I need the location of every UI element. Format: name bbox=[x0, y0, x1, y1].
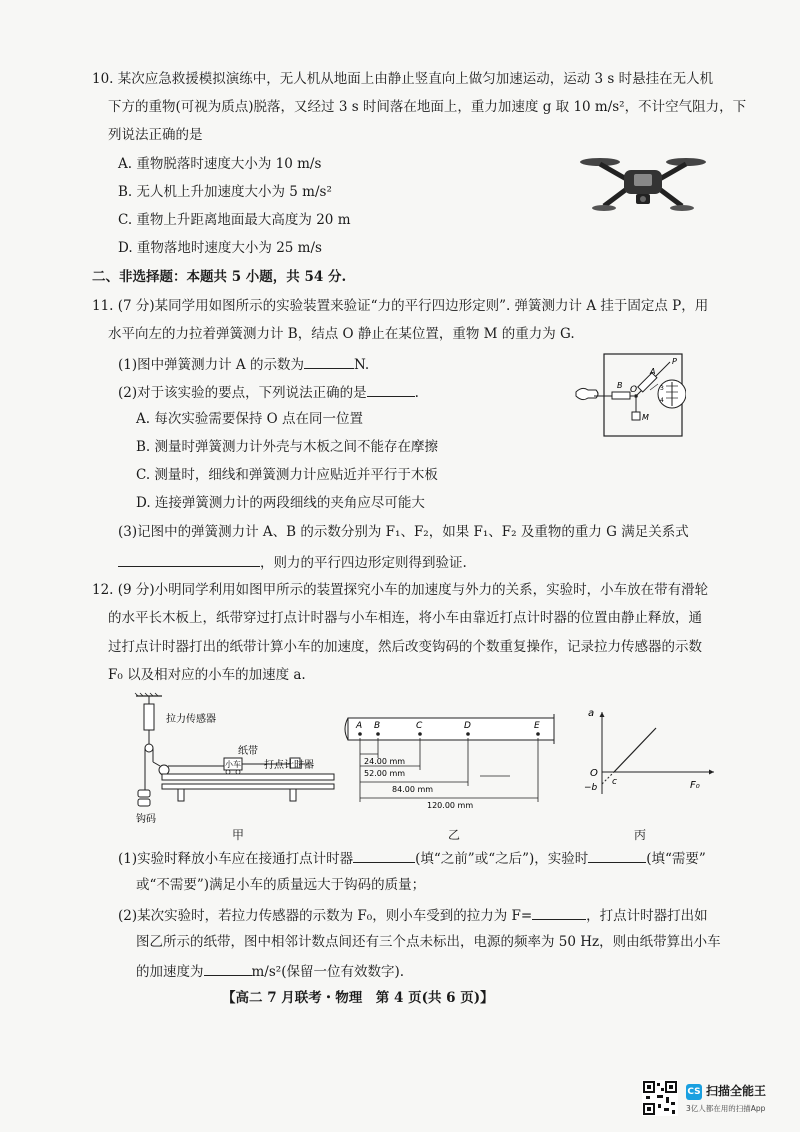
q11-option-d: D. 连接弹簧测力计的两段细线的夹角应尽可能大 bbox=[136, 495, 425, 511]
q11-fig-label-b: B bbox=[617, 381, 623, 390]
q11-part1-unit: N. bbox=[353, 357, 370, 373]
q12-stem-line1: 12. (9 分)小明同学利用如图甲所示的装置探究小车的加速度与外力的关系，实验时，小车放在带有滑轮 bbox=[92, 582, 709, 598]
q11-part2-text: (2)对于该实验的要点，下列说法正确的是 bbox=[118, 385, 367, 401]
drone-image bbox=[578, 148, 708, 216]
q12-part1 bbox=[118, 848, 706, 868]
q11-fig-label-a: A bbox=[650, 367, 656, 376]
q10-stem-line3: 列说法正确的是 bbox=[108, 127, 203, 143]
q12-part1-text: (1)实验时释放小车应在接通打点计时器 bbox=[118, 851, 354, 867]
bing-intercept-c: c bbox=[612, 777, 617, 787]
q12-stem-line3: 过打点计时器打出的纸带计算小车的加速度，然后改变钩码的个数重复操作，记录拉力传感器的示数 bbox=[108, 639, 702, 655]
tape-point-d bbox=[466, 732, 470, 736]
q10-option-b: B. 无人机上升加速度大小为 5 m/s² bbox=[118, 184, 332, 200]
q11-fig-label-m: M bbox=[642, 413, 649, 422]
q12-figure-jia-caption: 甲 bbox=[232, 828, 245, 842]
q10-option-a: A. 重物脱落时速度大小为 10 m/s bbox=[118, 156, 322, 172]
q12-jia-timer-label: 打点计时器 bbox=[264, 760, 314, 771]
q12-part1-end: (填“需要” bbox=[646, 851, 706, 867]
q12-figure-yi bbox=[344, 710, 564, 808]
tape-point-label-d: D bbox=[464, 721, 471, 731]
q10-stem-line2: 下方的重物(可视为质点)脱落，又经过 3 s 时间落在地面上，重力加速度 g 取 10 m/s²，不计空气阻力，下 bbox=[108, 99, 747, 115]
q11-part3-line1: (3)记图中的弹簧测力计 A、B 的示数分别为 F₁、F₂，如果 F₁、F₂ 及重物的重力 G 满足关系式 bbox=[118, 524, 689, 540]
q10-option-d: D. 重物落地时速度大小为 25 m/s bbox=[118, 240, 322, 256]
q12-jia-weights-label: 钩码 bbox=[136, 814, 156, 825]
section-two-heading: 二、非选择题：本题共 5 小题，共 54 分. bbox=[92, 269, 347, 285]
q12-part2-text: (2)某次实验时，若拉力传感器的示数为 F₀，则小车受到的拉力为 F= bbox=[118, 908, 533, 924]
q11-part3-line2 bbox=[118, 552, 467, 572]
tape-point-label-e: E bbox=[534, 721, 540, 731]
q11-part1-text: (1)图中弹簧测力计 A 的示数为 bbox=[118, 357, 304, 373]
q11-option-a: A. 每次实验需要保持 O 点在同一位置 bbox=[136, 411, 363, 427]
tape-dim-label-2: 52.00 mm bbox=[364, 769, 406, 778]
tape-dim-label-4: 120.00 mm bbox=[427, 801, 474, 808]
q11-option-b: B. 测量时弹簧测力计外壳与木板之间不能存在摩擦 bbox=[136, 439, 439, 455]
qr-code-icon bbox=[642, 1080, 678, 1116]
tape-point-label-c: C bbox=[416, 721, 423, 731]
q12-part2-answer-blank-2[interactable] bbox=[204, 961, 252, 976]
bing-data-line bbox=[614, 728, 656, 772]
q12-part2-line3-text: 的加速度为 bbox=[136, 964, 204, 980]
q12-jia-tape-label: 纸带 bbox=[238, 746, 258, 757]
q11-stem-line2: 水平向左的力拉着弹簧测力计 B，结点 O 静止在某位置，重物 M 的重力为 G. bbox=[108, 326, 575, 342]
q11-fig-scale-3: 3 bbox=[660, 385, 664, 392]
scanner-brand-subtitle: 3亿人都在用的扫描App bbox=[686, 1104, 766, 1113]
q11-stem-line1: 11. (7 分)某同学用如图所示的实验装置来验证“力的平行四边形定则”. 弹簧测力计 A 挂于固定点 P，用 bbox=[92, 298, 709, 314]
q12-part1-answer-blank-2[interactable] bbox=[588, 848, 646, 863]
tape-point-label-b: B bbox=[374, 721, 381, 731]
bing-y-label: a bbox=[588, 708, 595, 719]
q12-jia-cart-label: 小车 bbox=[225, 760, 241, 769]
bing-x-label: F₀ bbox=[690, 780, 700, 791]
tape-point-a bbox=[358, 732, 362, 736]
q11-part3-answer-blank[interactable] bbox=[118, 552, 260, 567]
q12-part1-mid: (填“之前”或“之后”)，实验时 bbox=[415, 851, 589, 867]
q11-option-c: C. 测量时，细线和弹簧测力计应贴近并平行于木板 bbox=[136, 467, 438, 483]
q12-part2 bbox=[118, 905, 708, 925]
scanner-logo-icon: CS bbox=[686, 1084, 702, 1100]
q12-part1-answer-blank-1[interactable] bbox=[353, 848, 415, 863]
page-footer: 【高二 7 月联考・物理 第 4 页(共 6 页)】 bbox=[222, 990, 494, 1006]
tape-point-b bbox=[376, 732, 380, 736]
q12-jia-sensor-label: 拉力传感器 bbox=[166, 714, 216, 725]
q12-part2-line3-unit: m/s²(保留一位有效数字). bbox=[251, 964, 405, 980]
q12-part2-line3 bbox=[136, 961, 404, 981]
q12-figure-bing bbox=[580, 706, 720, 806]
q12-stem-line4: F₀ 以及相对应的小车的加速度 a. bbox=[108, 667, 306, 683]
q12-part2-line2: 图乙所示的纸带，图中相邻计数点间还有三个点未标出，电源的频率为 50 Hz，则由纸带算出小车 bbox=[136, 934, 721, 950]
q11-part3-text: ，则力的平行四边形定则得到验证. bbox=[260, 555, 467, 571]
q12-part2-answer-blank-1[interactable] bbox=[532, 905, 586, 920]
tape-dim-label-3: 84.00 mm bbox=[392, 785, 434, 794]
bing-intercept-b: −b bbox=[584, 783, 598, 793]
bing-origin-label: O bbox=[590, 768, 598, 779]
q11-part2-end: . bbox=[414, 385, 419, 401]
q12-part2-end: ，打点计时器打出如 bbox=[586, 908, 708, 924]
q12-figure-yi-caption: 乙 bbox=[448, 828, 461, 842]
q11-fig-scale-4: 4 bbox=[660, 397, 664, 404]
tape-dim-label-1: 24.00 mm bbox=[364, 757, 406, 766]
tape-point-c bbox=[418, 732, 422, 736]
q12-figure-jia bbox=[132, 692, 354, 832]
q10-option-c: C. 重物上升距离地面最大高度为 20 m bbox=[118, 212, 351, 228]
q12-figure-bing-caption: 丙 bbox=[634, 828, 647, 842]
q11-part1 bbox=[118, 354, 369, 374]
q12-part1-line2: 或“不需要”)满足小车的质量远大于钩码的质量； bbox=[136, 877, 426, 893]
tape-point-e bbox=[536, 732, 540, 736]
q12-stem-line2: 的水平长木板上，纸带穿过打点计时器与小车相连，将小车由靠近打点计时器的位置由静止释放，通 bbox=[108, 610, 702, 626]
q10-stem-line1: 10. 某次应急救援模拟演练中，无人机从地面上由静止竖直向上做匀加速运动，运动 3 s 时悬挂在无人机 bbox=[92, 71, 714, 87]
q11-fig-label-p: P bbox=[672, 357, 677, 366]
q11-part2 bbox=[118, 382, 419, 402]
q11-fig-label-o: O bbox=[630, 385, 638, 395]
q11-apparatus-figure bbox=[574, 352, 686, 438]
tape-point-label-a: A bbox=[356, 721, 363, 731]
scanner-brand-title: 扫描全能王 bbox=[706, 1084, 767, 1098]
q11-part1-answer-blank[interactable] bbox=[304, 354, 354, 369]
q11-part2-answer-blank[interactable] bbox=[367, 382, 415, 397]
